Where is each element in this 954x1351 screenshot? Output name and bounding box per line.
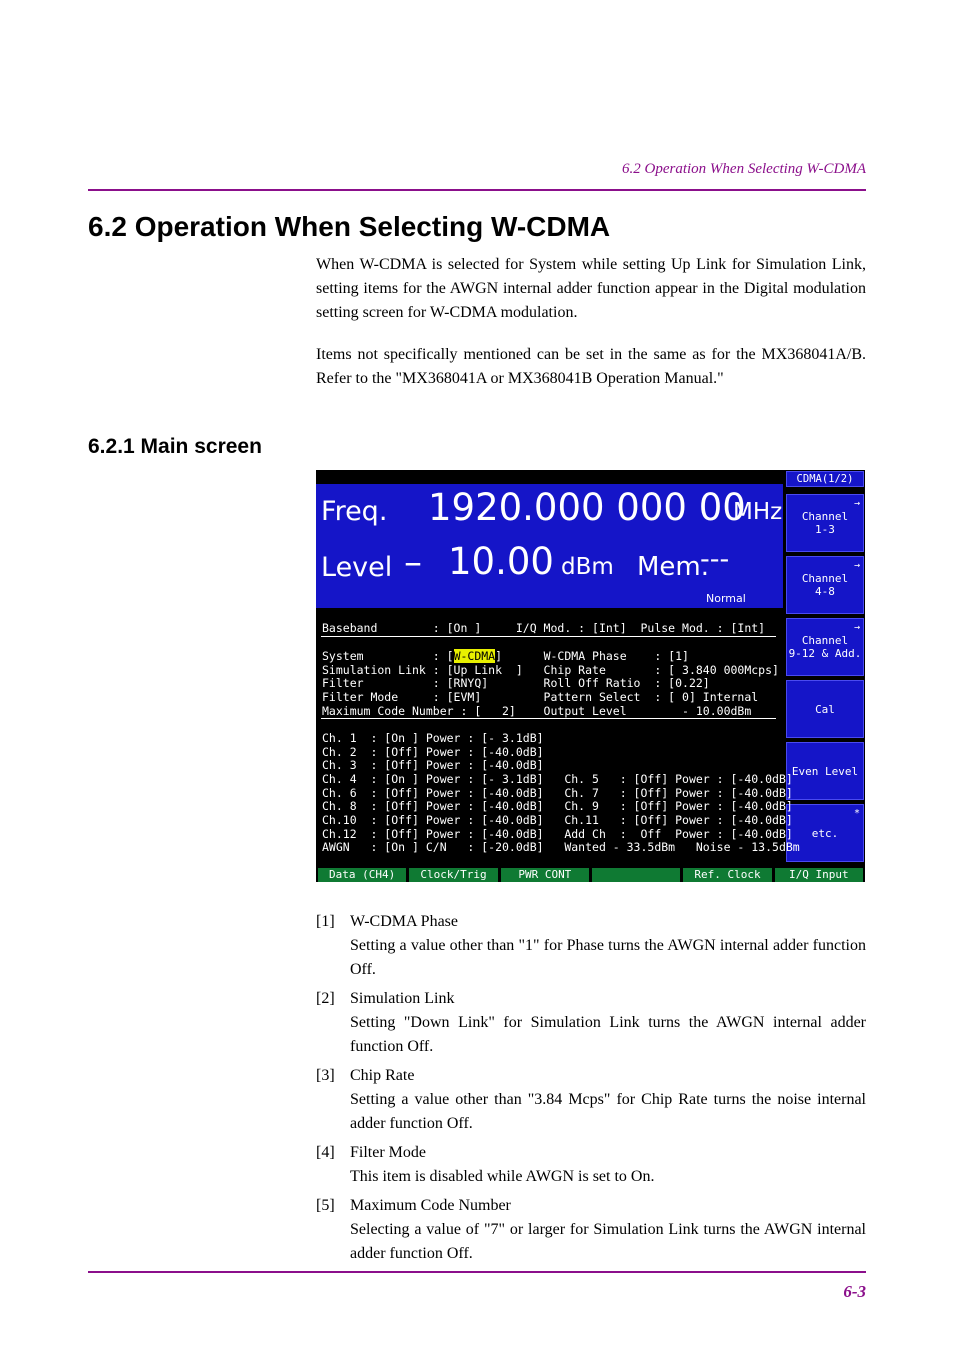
- status-underline: [321, 636, 776, 637]
- instrument-screen: [316, 470, 865, 882]
- note-number: [2]: [316, 990, 335, 1007]
- page-number: 6-3: [843, 1282, 866, 1301]
- mode-label: Normal: [706, 592, 746, 605]
- note-description: Setting a value other than "3.84 Mcps" for Chip Rate turns the noise internal adder function Off.: [350, 1091, 866, 1132]
- fkey-clock-trig[interactable]: Clock/Trig: [409, 868, 497, 882]
- note-description: Setting a value other than "1" for Phase turns the AWGN internal adder function Off.: [350, 937, 866, 978]
- subsection-title: 6.2.1 Main screen: [88, 435, 262, 458]
- header-rule: [88, 189, 866, 191]
- note-number: [4]: [316, 1144, 335, 1161]
- running-header: 6.2 Operation When Selecting W-CDMA: [622, 161, 866, 177]
- channel-row: Ch. 4 : [On ] Power : [- 3.1dB] Ch. 5 : [Off] Power : [-40.0dB]: [322, 772, 793, 786]
- status-line: Baseband : [On ] I/Q Mod. : [Int] Pulse Mod. : [Int]: [322, 621, 766, 635]
- softkey-even-level[interactable]: Even Level: [786, 742, 864, 800]
- settings-line-5: Maximum Code Number : [ 2] Output Level - 10.00dBm: [322, 704, 752, 718]
- freq-value: 1920.000 000 00: [428, 486, 746, 529]
- function-key-bar: [316, 868, 865, 882]
- note-number: [1]: [316, 913, 335, 930]
- note-title: Filter Mode: [350, 1144, 426, 1161]
- softkey-channel-9-12[interactable]: → Channel 9-12 & Add.: [786, 618, 864, 676]
- softkey-channel-1-3[interactable]: → Channel 1-3: [786, 494, 864, 552]
- arrow-right-icon: →: [853, 498, 860, 509]
- freq-label: Freq.: [321, 496, 388, 527]
- channel-row: Ch. 1 : [On ] Power : [- 3.1dB]: [322, 731, 544, 745]
- channel-row: Ch.10 : [Off] Power : [-40.0dB] Ch.11 : [Off] Power : [-40.0dB]: [322, 813, 793, 827]
- channel-row: Ch. 3 : [Off] Power : [-40.0dB]: [322, 758, 544, 772]
- level-sign: –: [404, 542, 422, 583]
- softkey-channel-4-8[interactable]: → Channel 4-8: [786, 556, 864, 614]
- frequency-level-panel: [316, 484, 783, 608]
- level-unit: dBm: [561, 554, 614, 580]
- freq-unit: MHz: [733, 499, 783, 525]
- fkey-data[interactable]: Data (CH4): [318, 868, 406, 882]
- note-description: Selecting a value of "7" or larger for Simulation Link turns the AWGN internal adder function Off.: [350, 1221, 866, 1262]
- softkey-title: CDMA(1/2): [786, 471, 864, 487]
- asterisk-icon: *: [853, 808, 860, 819]
- channel-row: Ch. 2 : [Off] Power : [-40.0dB]: [322, 745, 544, 759]
- note-title: Chip Rate: [350, 1067, 415, 1084]
- softkey-cal[interactable]: Cal: [786, 680, 864, 738]
- fkey-blank[interactable]: [592, 868, 680, 882]
- level-value: 10.00: [448, 540, 554, 583]
- level-label: Level: [321, 552, 393, 583]
- awgn-row: AWGN : [On ] C/N : [-20.0dB] Wanted - 33.5dBm Noise - 13.5dBm: [322, 840, 800, 854]
- fkey-ref-clock[interactable]: Ref. Clock: [683, 868, 771, 882]
- settings-line-3: Filter : [RNYQ] Roll Off Ratio : [0.22]: [322, 676, 710, 690]
- note-number: [5]: [316, 1197, 335, 1214]
- note-title: Maximum Code Number: [350, 1197, 511, 1214]
- settings-line-4: Filter Mode : [EVM] Pattern Select : [ 0] Internal: [322, 690, 759, 704]
- settings-line-1: System : [W-CDMA] W-CDMA Phase : [1]: [322, 649, 689, 663]
- settings-line-2: Simulation Link : [Up Link ] Chip Rate : [ 3.840 000Mcps]: [322, 663, 779, 677]
- note-description: Setting "Down Link" for Simulation Link turns the AWGN internal adder function Off.: [350, 1014, 866, 1055]
- note-description: This item is disabled while AWGN is set to On.: [350, 1168, 655, 1185]
- fkey-pwr-cont[interactable]: PWR CONT: [501, 868, 589, 882]
- channel-row: Ch. 6 : [Off] Power : [-40.0dB] Ch. 7 : [Off] Power : [-40.0dB]: [322, 786, 793, 800]
- channel-row: Ch.12 : [Off] Power : [-40.0dB] Add Ch : Off Power : [-40.0dB]: [322, 827, 793, 841]
- note-title: Simulation Link: [350, 990, 455, 1007]
- arrow-right-icon: →: [853, 622, 860, 633]
- fkey-iq-input[interactable]: I/Q Input: [775, 868, 863, 882]
- section-title: 6.2 Operation When Selecting W-CDMA: [88, 211, 611, 242]
- note-title: W-CDMA Phase: [350, 913, 458, 930]
- system-value-highlight[interactable]: W-CDMA: [453, 649, 496, 663]
- intro-paragraph-1: When W-CDMA is selected for System while setting Up Link for Simulation Link, setting items for the AWGN internal adder function appear in the Digital modulation setting screen for W-CDMA modulation.: [316, 256, 866, 321]
- intro-paragraph-2: Items not specifically mentioned can be set in the same as for the MX368041A/B. Refer to the "MX368041A or MX368041B Operation Manual.": [316, 346, 866, 387]
- channel-row: Ch. 8 : [Off] Power : [-40.0dB] Ch. 9 : [Off] Power : [-40.0dB]: [322, 799, 793, 813]
- settings-underline: [321, 718, 776, 719]
- mem-value: ---: [700, 544, 730, 575]
- note-number: [3]: [316, 1067, 335, 1084]
- softkey-etc[interactable]: * etc.: [786, 804, 864, 862]
- footer-rule: [88, 1271, 866, 1273]
- arrow-right-icon: →: [853, 560, 860, 571]
- mem-label: Mem.: [637, 552, 710, 582]
